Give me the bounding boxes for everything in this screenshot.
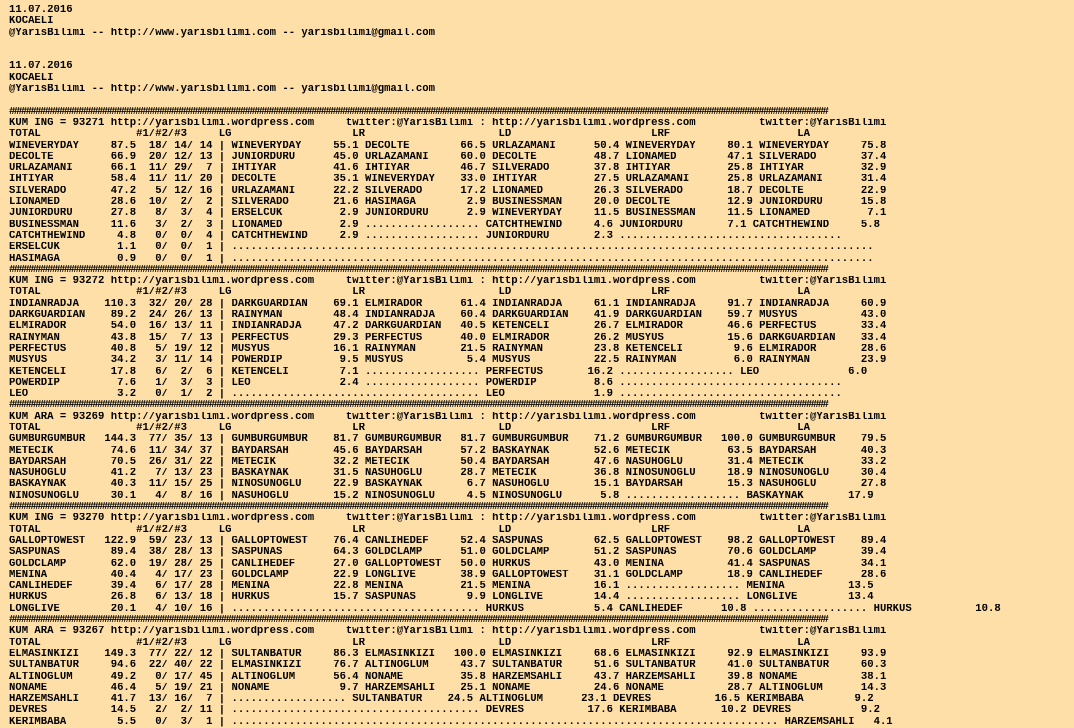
separator-line: ############################################################################################################################################################################ — [9, 400, 828, 412]
table-row: RAINYMAN 43.8 15/ 7/ 13 | PERFECTUS 29.3 PERFECTUS 40.0 ELMIRADOR 26.2 MUSYUS 15.6 DARKGUARDIAN 33.4 — [9, 332, 887, 344]
table-row: HARZEMSAHLI 41.7 13/ 16/ 7 | .................. SULTANBATUR 24.5 ALTINOGLUM 23.1 DEVRES 16.5 KERIMBABA 9.2 — [9, 694, 874, 706]
table-row: NONAME 46.4 5/ 19/ 21 | NONAME 9.7 HARZEMSAHLI 25.1 NONAME 24.6 NONAME 28.7 ALTINOGLUM 14.3 — [9, 682, 887, 694]
table-row: JUNIORDURU 27.8 8/ 3/ 4 | ERSELCUK 2.9 JUNIORDURU 2.9 WINEVERYDAY 11.5 BUSINESSMAN 11.5 LIONAMED 7.1 — [9, 208, 887, 220]
race-block — [9, 502, 1074, 615]
table-row: LONGLIVE 20.1 4/ 10/ 16 | ....................................... HURKUS 5.4 CANLIHEDEF 10.8 .................. HURKUS 10.8 — [9, 603, 1001, 615]
separator-line: ############################################################################################################################################################################ — [9, 615, 828, 627]
table-row: HASIMAGA 0.9 0/ 0/ 1 | ..................................................................................................... — [9, 253, 874, 265]
table-row: KERIMBABA 5.5 0/ 3/ 1 | ...................................................................................... HARZEMSAHLI 4.1 — [9, 716, 893, 728]
race-block — [9, 615, 1074, 728]
race-header: KUM ING = 93272 http://yarisbilimi.wordpress.com twitter:@YarisBilimi : http://yarisbilimi.wordpress.com twitter:@YarisBilimi — [9, 276, 887, 288]
table-row: GALLOPTOWEST 122.9 59/ 23/ 13 | GALLOPTOWEST 76.4 CANLIHEDEF 52.4 SASPUNAS 62.5 GALLOPTOWEST 98.2 GALLOPTOWEST 89.4 — [9, 535, 887, 547]
header-place: KOCAELI — [9, 16, 54, 28]
column-header: TOTAL #1/#2/#3 LG LR LD LRF LA — [9, 637, 811, 649]
column-header: TOTAL #1/#2/#3 LG LR LD LRF LA — [9, 422, 811, 434]
table-row: DECOLTE 66.9 20/ 12/ 13 | JUNIORDURU 45.0 URLAZAMANI 60.0 DECOLTE 48.7 LIONAMED 47.1 SILVERADO 37.4 — [9, 151, 887, 163]
table-row: NINOSUNOGLU 30.1 4/ 8/ 16 | NASUHOGLU 15.2 NINOSUNOGLU 4.5 NINOSUNOGLU 5.8 .................. BASKAYNAK 17.9 — [9, 490, 874, 502]
table-row: METECIK 74.6 11/ 34/ 37 | BAYDARSAH 45.6 BAYDARSAH 57.2 BASKAYNAK 52.6 METECIK 63.5 BAYDARSAH 40.3 — [9, 445, 887, 457]
table-row: SASPUNAS 89.4 38/ 28/ 13 | SASPUNAS 64.3 GOLDCLAMP 51.0 GOLDCLAMP 51.2 SASPUNAS 70.6 GOLDCLAMP 39.4 — [9, 547, 887, 559]
table-row: MENINA 40.4 4/ 17/ 23 | GOLDCLAMP 22.9 LONGLIVE 38.9 GALLOPTOWEST 31.1 GOLDCLAMP 18.9 CANLIHEDEF 28.6 — [9, 569, 887, 581]
table-row: BAYDARSAH 70.5 26/ 31/ 22 | METECIK 32.2 METECIK 50.4 BAYDARSAH 47.6 NASUHOGLU 31.4 METECIK 33.2 — [9, 456, 887, 468]
race-block — [9, 400, 1074, 502]
table-row: ALTINOGLUM 49.2 0/ 17/ 45 | ALTINOGLUM 56.4 NONAME 35.8 HARZEMSAHLI 43.7 HARZEMSAHLI 39.8 NONAME 38.1 — [9, 671, 887, 683]
table-row: NASUHOGLU 41.2 7/ 13/ 23 | BASKAYNAK 31.5 NASUHOGLU 28.7 METECIK 36.8 NINOSUNOGLU 18.9 NINOSUNOGLU 30.4 — [9, 468, 887, 480]
header-credit: @YarisBilimi -- http://www.yarisbilimi.com -- yarisbilimi@gmail.com — [9, 27, 435, 39]
race-header: KUM ARA = 93269 http://yarisbilimi.wordpress.com twitter:@YarisBilimi : http://yarisbilimi.wordpress.com twitter:@YarisBilimi — [9, 411, 887, 423]
table-row: WINEVERYDAY 87.5 18/ 14/ 14 | WINEVERYDAY 55.1 DECOLTE 66.5 URLAZAMANI 50.4 WINEVERYDAY 80.1 WINEVERYDAY 75.8 — [9, 140, 887, 152]
header-place: KOCAELI — [9, 72, 54, 84]
header-date: 11.07.2016 — [9, 5, 73, 16]
table-row: IHTIYAR 58.4 11/ 11/ 20 | DECOLTE 35.1 WINEVERYDAY 33.0 IHTIYAR 27.5 URLAZAMANI 25.8 URLAZAMANI 31.4 — [9, 174, 887, 186]
table-row: URLAZAMANI 66.1 11/ 29/ 7 | IHTIYAR 41.6 IHTIYAR 46.7 SILVERADO 37.8 IHTIYAR 25.8 IHTIYAR 32.9 — [9, 163, 887, 175]
table-row: ELMIRADOR 54.0 16/ 13/ 11 | INDIANRADJA 47.2 DARKGUARDIAN 40.5 KETENCELI 26.7 ELMIRADOR 46.6 PERFECTUS 33.4 — [9, 321, 887, 333]
separator-line: ############################################################################################################################################################################ — [9, 264, 828, 276]
table-row: LEO 3.2 0/ 1/ 2 | ....................................... LEO 1.9 ................................... — [9, 389, 842, 401]
table-row: SULTANBATUR 94.6 22/ 40/ 22 | ELMASINKIZI 76.7 ALTINOGLUM 43.7 SULTANBATUR 51.6 SULTANBATUR 41.0 SULTANBATUR 60.3 — [9, 660, 887, 672]
column-header: TOTAL #1/#2/#3 LG LR LD LRF LA — [9, 524, 811, 536]
table-row: INDIANRADJA 110.3 32/ 20/ 28 | DARKGUARDIAN 69.1 ELMIRADOR 61.4 INDIANRADJA 61.1 INDIANRADJA 91.7 INDIANRADJA 60.9 — [9, 298, 887, 310]
column-header: TOTAL #1/#2/#3 LG LR LD LRF LA — [9, 287, 811, 299]
separator-line: ############################################################################################################################################################################ — [9, 502, 828, 514]
race-tables — [9, 107, 1074, 728]
race-header: KUM ING = 93270 http://yarisbilimi.wordpress.com twitter:@YarisBilimi : http://yarisbilimi.wordpress.com twitter:@YarisBilimi — [9, 513, 887, 525]
table-row: GOLDCLAMP 62.0 19/ 28/ 25 | CANLIHEDEF 27.0 GALLOPTOWEST 50.0 HURKUS 43.0 MENINA 41.4 SASPUNAS 34.1 — [9, 558, 887, 570]
header-block-1 — [9, 5, 1074, 39]
race-header: KUM ARA = 93267 http://yarisbilimi.wordpress.com twitter:@YarisBilimi : http://yarisbilimi.wordpress.com twitter:@YarisBilimi — [9, 626, 887, 638]
race-block — [9, 265, 1074, 401]
table-row: SILVERADO 47.2 5/ 12/ 16 | URLAZAMANI 22.2 SILVERADO 17.2 LIONAMED 26.3 SILVERADO 18.7 DECOLTE 22.9 — [9, 185, 887, 197]
table-row: KETENCELI 17.8 6/ 2/ 6 | KETENCELI 7.1 .................. PERFECTUS 16.2 .................. LEO 6.0 — [9, 366, 868, 378]
table-row: CATCHTHEWIND 4.8 0/ 0/ 4 | CATCHTHEWIND 2.9 .................. JUNIORDURU 2.3 ................................... — [9, 230, 842, 242]
table-row: PERFECTUS 40.8 5/ 19/ 12 | MUSYUS 16.1 RAINYMAN 21.5 RAINYMAN 23.8 KETENCELI 9.6 ELMIRADOR 28.6 — [9, 343, 887, 355]
table-row: GUMBURGUMBUR 144.3 77/ 35/ 13 | GUMBURGUMBUR 81.7 GUMBURGUMBUR 81.7 GUMBURGUMBUR 71.2 GUMBURGUMBUR 100.0 GUMBURGUMBUR 79.5 — [9, 434, 887, 446]
table-row: DEVRES 14.5 2/ 2/ 11 | ....................................... DEVRES 17.6 KERIMBABA 10.2 DEVRES 9.2 — [9, 705, 880, 717]
table-row: ELMASINKIZI 149.3 77/ 22/ 12 | SULTANBATUR 86.3 ELMASINKIZI 100.0 ELMASINKIZI 68.6 ELMASINKIZI 92.9 ELMASINKIZI 93.9 — [9, 648, 887, 660]
race-header: KUM ING = 93271 http://yarisbilimi.wordpress.com twitter:@YarisBilimi : http://yarisbilimi.wordpress.com twitter:@YarisBilimi — [9, 117, 887, 129]
table-row: ERSELCUK 1.1 0/ 0/ 1 | ..................................................................................................... — [9, 242, 874, 254]
table-row: BASKAYNAK 40.3 11/ 15/ 25 | NINOSUNOGLU 22.9 BASKAYNAK 6.7 NASUHOGLU 15.1 BAYDARSAH 15.3 NASUHOGLU 27.8 — [9, 479, 887, 491]
header-date: 11.07.2016 — [9, 61, 73, 73]
table-row: CANLIHEDEF 39.4 6/ 17/ 28 | MENINA 22.8 MENINA 21.5 MENINA 16.1 .................. MENINA 13.5 — [9, 581, 874, 593]
table-row: LIONAMED 28.6 10/ 2/ 2 | SILVERADO 21.6 HASIMAGA 2.9 BUSINESSMAN 20.0 DECOLTE 12.9 JUNIORDURU 15.8 — [9, 197, 887, 209]
blank-line — [9, 39, 1074, 50]
blank-line — [9, 95, 1074, 106]
header-block-2 — [9, 61, 1074, 95]
race-block — [9, 107, 1074, 265]
header-credit: @YarisBilimi -- http://www.yarisbilimi.com -- yarisbilimi@gmail.com — [9, 84, 435, 96]
table-row: DARKGUARDIAN 89.2 24/ 26/ 13 | RAINYMAN 48.4 INDIANRADJA 60.4 DARKGUARDIAN 41.9 DARKGUARDIAN 59.7 MUSYUS 43.0 — [9, 310, 887, 322]
table-row: BUSINESSMAN 11.6 3/ 2/ 3 | LIONAMED 2.9 .................. CATCHTHEWIND 4.6 JUNIORDURU 7.1 CATCHTHEWIND 5.8 — [9, 219, 880, 231]
separator-line: ############################################################################################################################################################################ — [9, 106, 828, 118]
column-header: TOTAL #1/#2/#3 LG LR LD LRF LA — [9, 129, 811, 141]
results-document — [9, 5, 1074, 728]
blank-line — [9, 50, 1074, 61]
table-row: MUSYUS 34.2 3/ 11/ 14 | POWERDIP 9.5 MUSYUS 5.4 MUSYUS 22.5 RAINYMAN 6.0 RAINYMAN 23.9 — [9, 355, 887, 367]
table-row: HURKUS 26.8 6/ 13/ 18 | HURKUS 15.7 SASPUNAS 9.9 LONGLIVE 14.4 .................. LONGLIVE 13.4 — [9, 592, 874, 604]
table-row: POWERDIP 7.6 1/ 3/ 3 | LEO 2.4 .................. POWERDIP 8.6 ................................... — [9, 377, 842, 389]
